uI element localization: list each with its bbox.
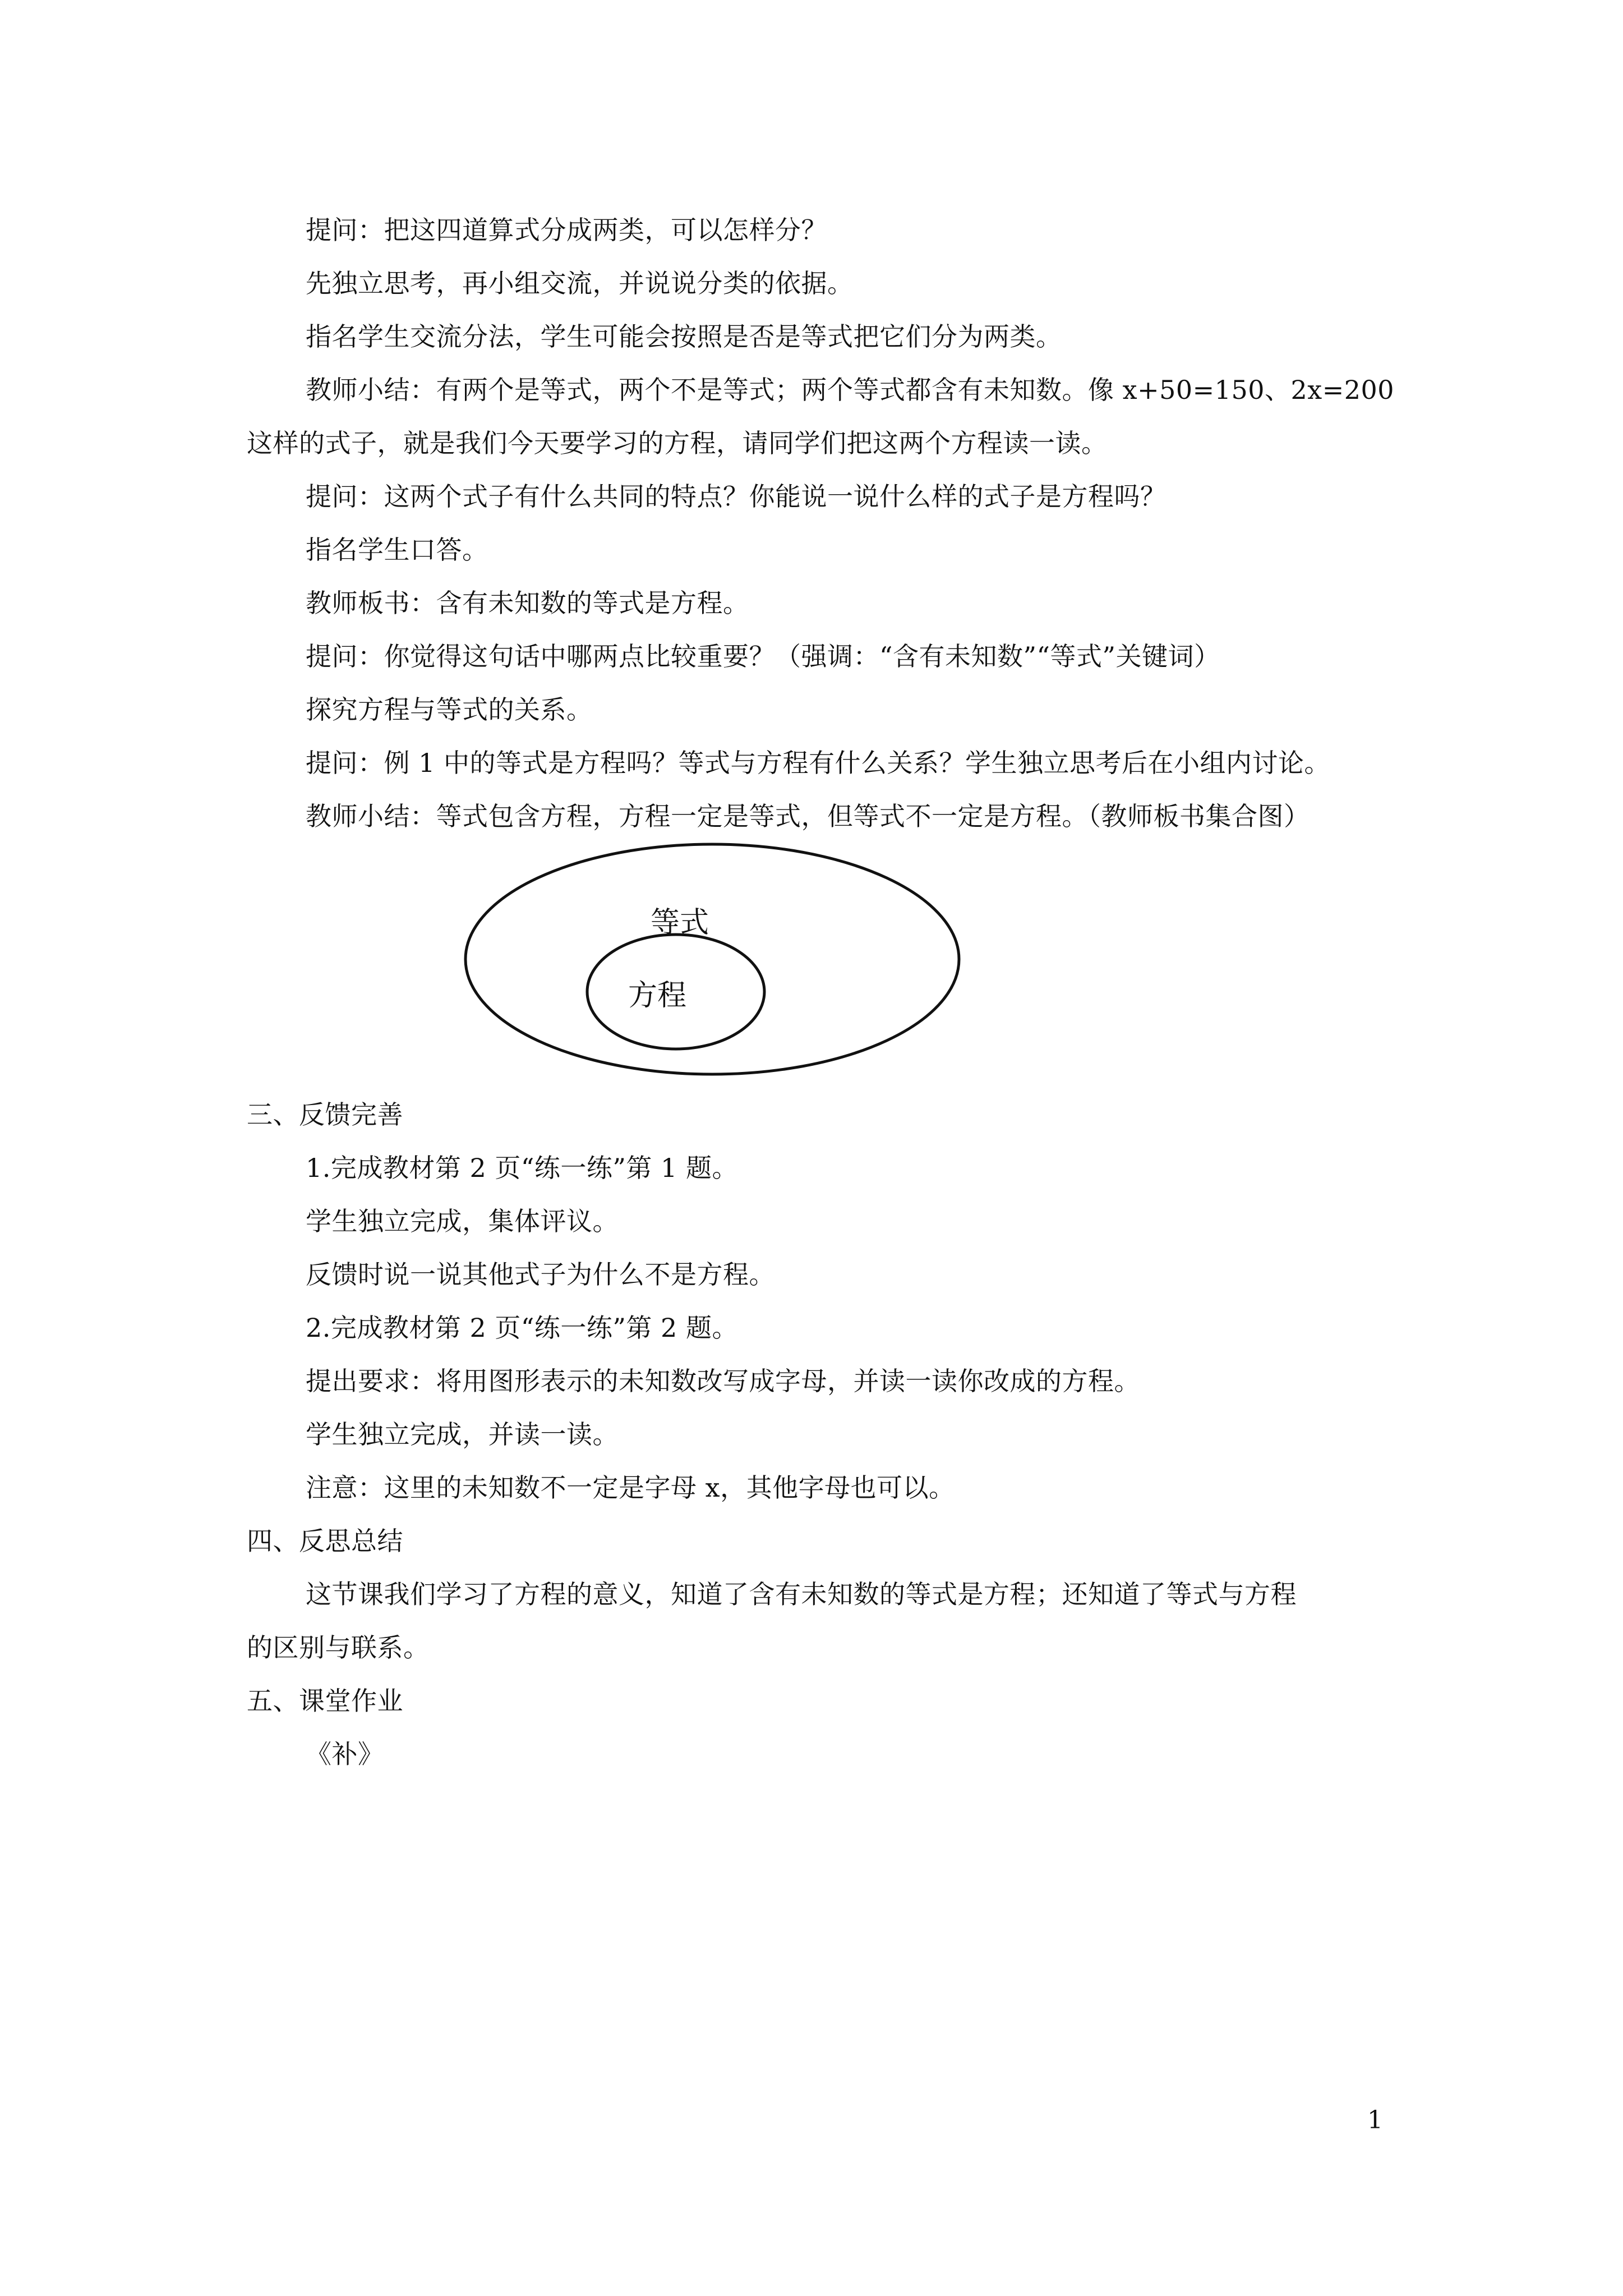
section-heading: 五、课堂作业 (247, 1686, 403, 1716)
paragraph-line: 先独立思考，再小组交流，并说说分类的依据。 (306, 268, 854, 298)
paragraph-line: 提问：把这四道算式分成两类，可以怎样分？ (306, 215, 827, 245)
paragraph-line: 教师小结：等式包含方程，方程一定是等式，但等式不一定是方程。（教师板书集合图） (306, 801, 1310, 831)
paragraph-line: 提问：例 1 中的等式是方程吗？等式与方程有什么关系？学生独立思考后在小组内讨论。 (306, 748, 1331, 778)
set-diagram (460, 836, 965, 1083)
paragraph-line: 指名学生交流分法，学生可能会按照是否是等式把它们分为两类。 (306, 321, 1062, 352)
paragraph-line: 探究方程与等式的关系。 (306, 694, 593, 725)
paragraph-line: 2.完成教材第 2 页“练一练”第 2 题。 (306, 1313, 738, 1343)
paragraph-line: 这样的式子，就是我们今天要学习的方程，请同学们把这两个方程读一读。 (247, 428, 1108, 458)
section-heading: 三、反馈完善 (247, 1099, 403, 1130)
paragraph-line: 这节课我们学习了方程的意义，知道了含有未知数的等式是方程；还知道了等式与方程 (306, 1579, 1297, 1609)
paragraph-line: 提问：这两个式子有什么共同的特点？你能说一说什么样的式子是方程吗？ (306, 481, 1166, 512)
paragraph-line: 反馈时说一说其他式子为什么不是方程。 (306, 1259, 775, 1290)
paragraph-line: 指名学生口答。 (306, 535, 488, 565)
paragraph-line: 教师小结：有两个是等式，两个不是等式；两个等式都含有未知数。像 x+50=150、2x=200 (306, 375, 1395, 405)
paragraph-line: 提出要求：将用图形表示的未知数改写成字母，并读一读你改成的方程。 (306, 1366, 1140, 1396)
outer-set-label: 等式 (651, 906, 709, 940)
paragraph-line: 提问：你觉得这句话中哪两点比较重要？（强调：“含有未知数”“等式”关键词） (306, 641, 1220, 671)
section-heading: 四、反思总结 (247, 1526, 403, 1556)
page-number: 1 (1367, 2106, 1383, 2134)
paragraph-line: 《补》 (306, 1739, 384, 1769)
paragraph-line: 1.完成教材第 2 页“练一练”第 1 题。 (306, 1153, 738, 1183)
paragraph-line: 学生独立完成，并读一读。 (306, 1419, 619, 1450)
paragraph-line: 学生独立完成，集体评议。 (306, 1206, 619, 1236)
paragraph-line: 的区别与联系。 (247, 1632, 430, 1663)
inner-set-label: 方程 (628, 979, 687, 1013)
outer-set-ellipse (465, 844, 959, 1074)
paragraph-line: 注意：这里的未知数不一定是字母 x，其他字母也可以。 (306, 1473, 955, 1503)
paragraph-line: 教师板书：含有未知数的等式是方程。 (306, 588, 749, 618)
